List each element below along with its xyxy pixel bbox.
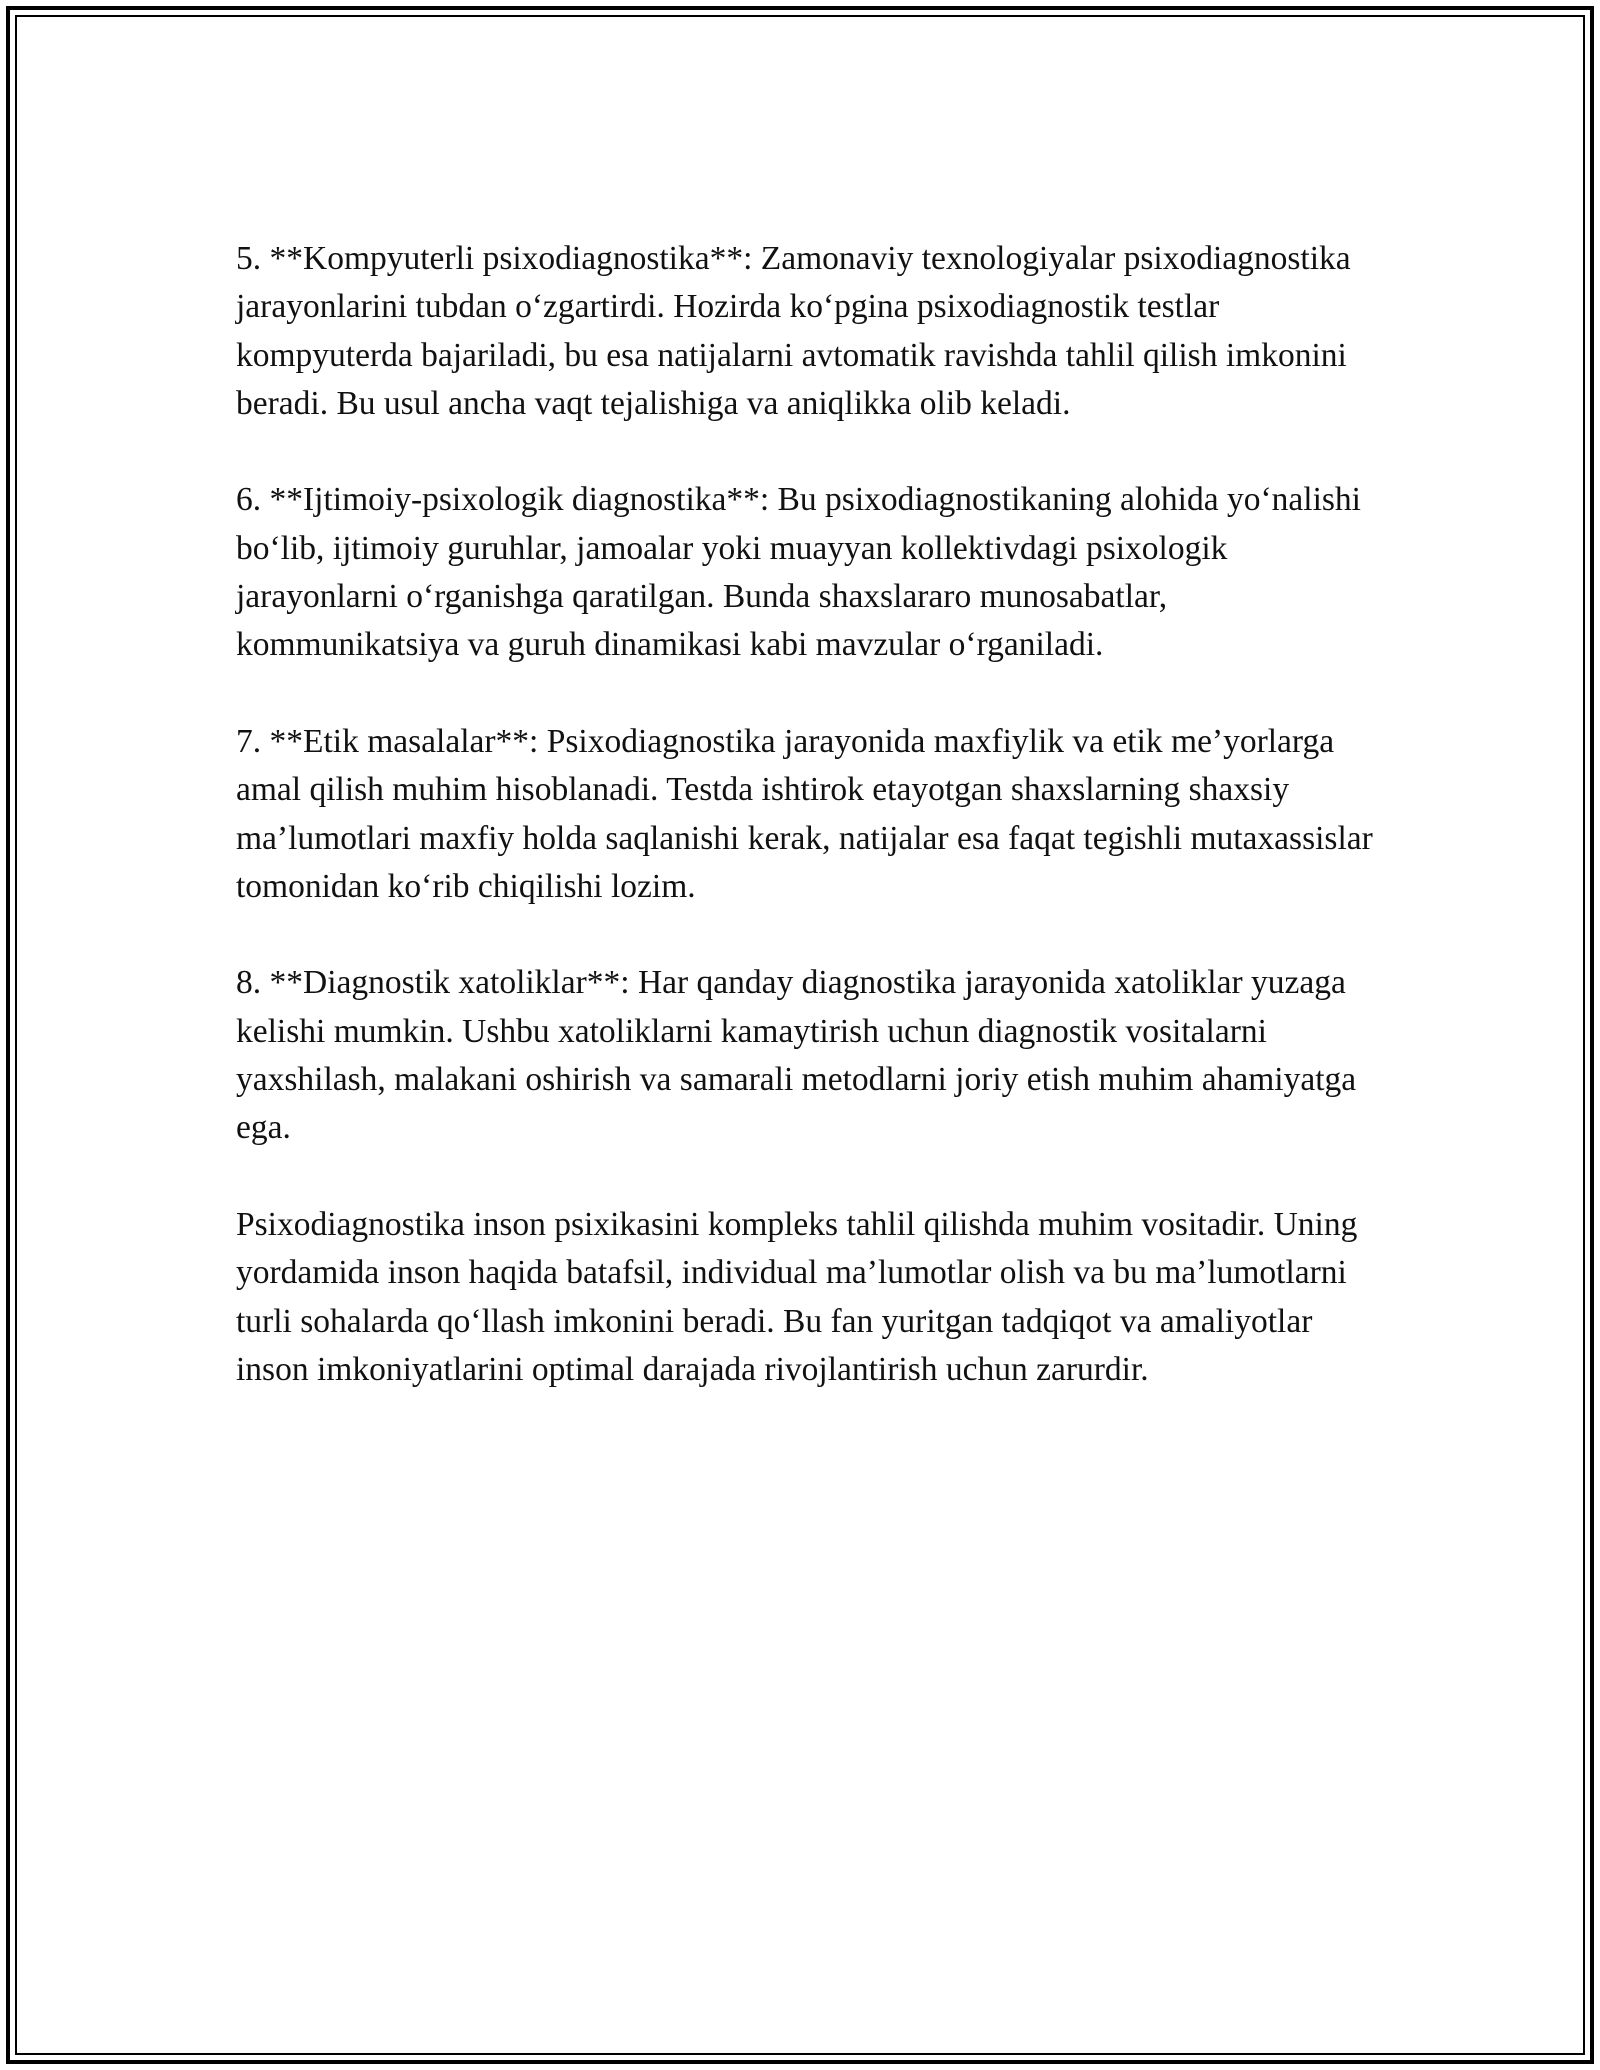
document-body (236, 235, 1376, 1442)
paragraph-diagnostic-errors: 8. **Diagnostik xatoliklar**: Har qanday diagnostika jarayonida xatoliklar yuzaga kelishi mumkin. Ushbu xatoliklarni kamaytirish uchun diagnostik vositalarni yaxshilash, malakani oshirish va samarali metodlarni joriy etish muhim ahamiyatga ega. (236, 964, 1357, 1147)
paragraph-conclusion: Psixodiagnostika inson psixikasini kompleks tahlil qilishda muhim vositadir. Uning yordamida inson haqida batafsil, individual ma’lumotlar olish va bu ma’lumotlarni turli sohalarda qo‘llash imkonini beradi. Bu fan yuritgan tadqiqot va amaliyotlar inson imkoniyatlarini optimal darajada rivojlantirish uchun zarurdir. (236, 1205, 1358, 1388)
paragraph-computer-psychodiagnostics: 5. **Kompyuterli psixodiagnostika**: Zamonaviy texnologiyalar psixodiagnostika jarayonlarini tubdan o‘zgartirdi. Hozirda ko‘pgina psixodiagnostik testlar kompyuterda bajariladi, bu esa natijalarni avtomatik ravishda tahlil qilish imkonini beradi. Bu usul ancha vaqt tejalishiga va aniqlikka olib keladi. (236, 240, 1351, 422)
paragraph-social-psychological-diagnostics: 6. **Ijtimoiy-psixologik diagnostika**: Bu psixodiagnostikaning alohida yo‘nalishi bo‘lib, ijtimoiy guruhlar, jamoalar yoki muayyan kollektivdagi psixologik jarayonlarni o‘rganishga qaratilgan. Bunda shaxslararo munosabatlar, kommunikatsiya va guruh dinamikasi kabi mavzular o‘rganiladi. (236, 481, 1361, 664)
paragraph-ethical-issues: 7. **Etik masalalar**: Psixodiagnostika jarayonida maxfiylik va etik me’yorlarga amal qilish muhim hisoblanadi. Testda ishtirok etayotgan shaxslarning shaxsiy ma’lumotlari maxfiy holda saqlanishi kerak, natijalar esa faqat tegishli mutaxassislar tomonidan ko‘rib chiqilishi lozim. (236, 722, 1373, 905)
